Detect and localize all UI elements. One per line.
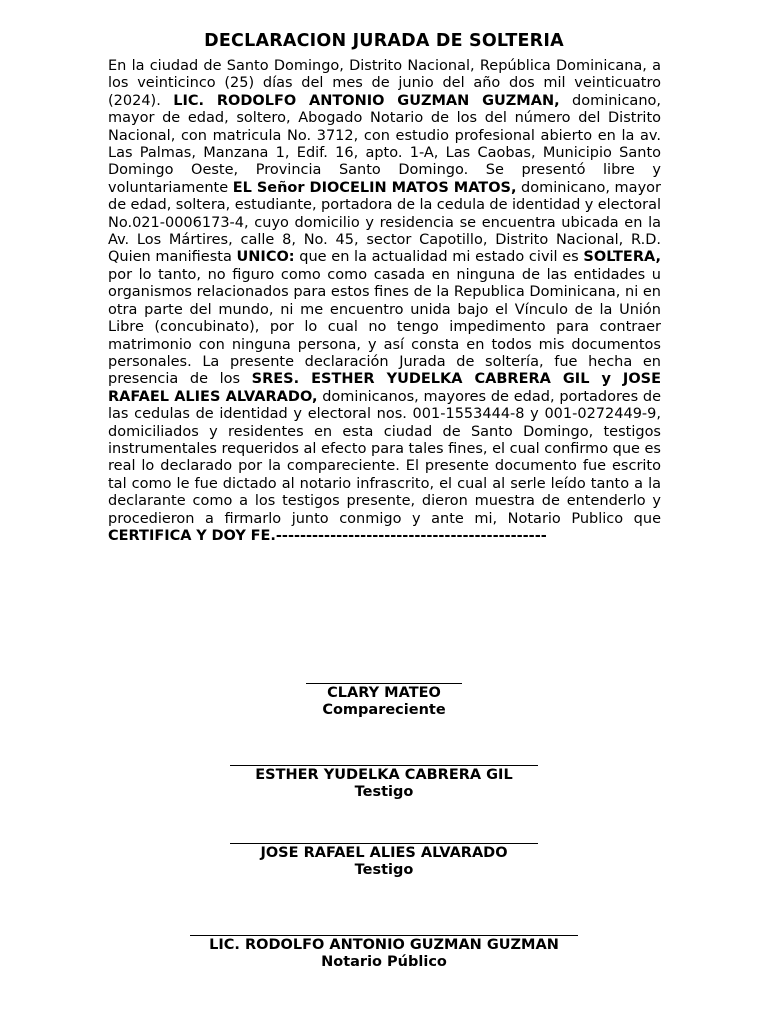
document-title: DECLARACION JURADA DE SOLTERIA <box>204 31 564 51</box>
body-segment: por lo tanto, no figuro como como casada en ninguna de las entidades u organismos relacionados para estos fines de la Republica Dominicana, ni en otra parte del mundo, ni me encuentro unida bajo el Vínculo de la Unión Libre (concubinato), por lo cual no tengo impedimento para contraer matrimonio con ninguna persona, y así consta en todos mis documentos personales. La presente declaración Jurada de soltería, fue hecha en presencia de los <box>108 266 661 388</box>
body-segment: dominicano, mayor de edad, soltero, Abogado Notario de los del número del Distrito Nacional, con matricula No. 3712, con estudio profesional abierto en la av. Las Palmas, Manzana 1, Edif. 16, apto. 1-A, Las Caobas, Municipio Santo Domingo Oeste, Provincia Santo Domingo. Se presentó libre y voluntariamente <box>108 92 661 196</box>
body-segment-bold: EL Señor DIOCELIN MATOS MATOS, <box>232 179 517 196</box>
signer-name: ESTHER YUDELKA CABRERA GIL <box>255 767 513 783</box>
signature-block-notario <box>150 935 618 971</box>
signer-name: JOSE RAFAEL ALIES ALVARADO <box>260 845 508 861</box>
body-segment-bold: UNICO: <box>236 249 295 266</box>
signer-role: Notario Público <box>321 954 447 970</box>
declaration-body <box>108 58 661 545</box>
body-segment-bold: SOLTERA, <box>583 249 661 266</box>
signer-role: Testigo <box>354 784 414 800</box>
body-segment: que en la actualidad mi estado civil es <box>294 249 584 266</box>
body-segment-bold: LIC. RODOLFO ANTONIO GUZMAN GUZMAN, <box>173 92 560 109</box>
body-segment: dominicano, mayor de edad, soltera, estudiante, portadora de la cedula de identidad y electoral No.021-0006173-4, cuyo domicilio y residencia se encuentra ubicada en la Av. Los Mártires, calle 8, No. 45, sector Capotillo, Distrito Nacional, R.D. Quien manifiesta <box>108 179 661 266</box>
body-segment-bold: SRES. ESTHER YUDELKA CABRERA GIL y JOSE RAFAEL ALIES ALVARADO, <box>108 371 661 405</box>
signer-role: Testigo <box>354 862 414 878</box>
body-segment: En la ciudad de Santo Domingo, Distrito Nacional, República Dominicana, a los veinticinco (25) días del mes de junio del año dos mil veinticuatro (2024). <box>108 58 661 109</box>
signature-line <box>230 765 538 766</box>
signer-name: LIC. RODOLFO ANTONIO GUZMAN GUZMAN <box>209 937 559 953</box>
signature-block-compareciente <box>230 683 538 719</box>
signature-line <box>306 683 462 684</box>
signature-line <box>230 843 538 844</box>
signature-block-testigo-2 <box>200 843 568 879</box>
signer-name: CLARY MATEO <box>327 685 441 701</box>
body-segment-bold: CERTIFICA Y DOY FE.--------------------------------------------- <box>108 527 547 544</box>
signature-block-testigo-1 <box>200 765 568 801</box>
signer-role: Compareciente <box>322 702 446 718</box>
signature-line <box>190 935 578 936</box>
body-segment: dominicanos, mayores de edad, portadores de las cedulas de identidad y electoral nos. 001-1553444-8 y 001-0272449-9, domiciliados y residentes en esta ciudad de Santo Domingo, testigos instrumentales requeridos al efecto para tales fines, el cual confirmo que es real lo declarado por la compareciente. El presente documento fue escrito tal como le fue dictado al notario infrascrito, el cual al serle leído tanto a la declarante como a los testigos presente, dieron muestra de entenderlo y procedieron a firmarlo junto conmigo y ante mi, Notario Publico que <box>108 388 662 527</box>
